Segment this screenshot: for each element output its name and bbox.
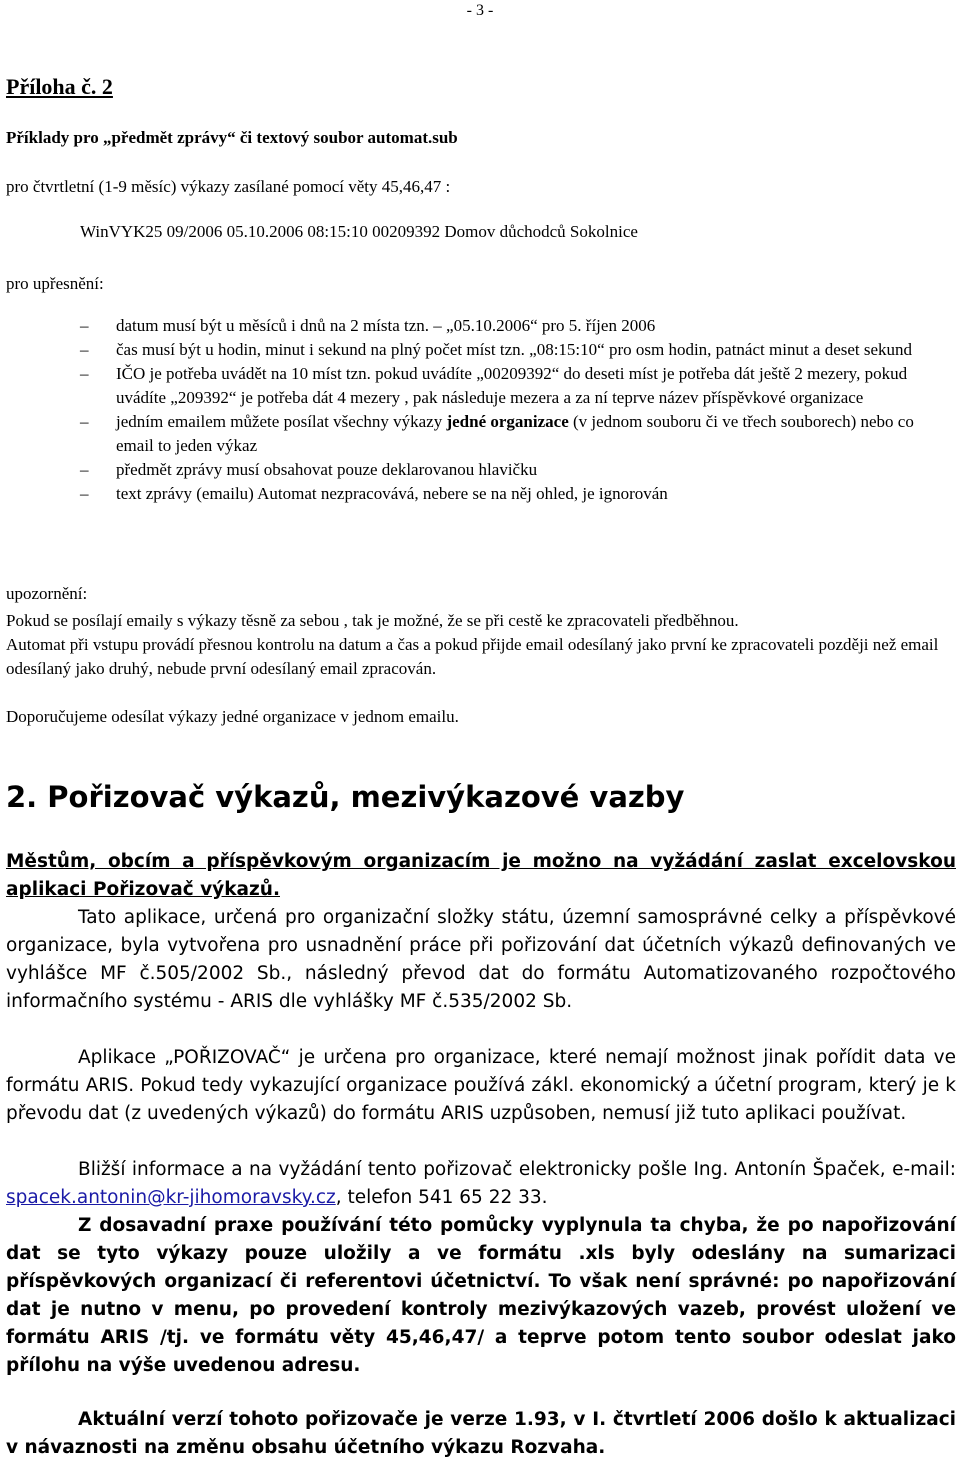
list-item: [80, 338, 950, 362]
section-lead: Městům, obcím a příspěvkovým organizacím je možno na vyžádání zaslat excelovskou aplikaci Pořizovač výkazů.: [6, 851, 956, 900]
section-paragraph-1: Tato aplikace, určená pro organizační složky státu, územní samosprávné celky a příspěvkové organizace, byla vytvořena pro usnadnění práce při pořizování dat účetních výkazů definovaných ve vyhlášce MF č.505/2002 Sb., následný převod dat do formátu Automatizovaného rozpočtového informačního systému - ARIS dle vyhlášky MF č.535/2002 Sb.: [6, 907, 956, 1012]
section-title: 2. Pořizovač výkazů, mezivýkazové vazby: [6, 780, 685, 814]
email-link[interactable]: spacek.antonin@kr-jihomoravsky.cz: [6, 1187, 336, 1208]
list-item-text: text zprávy (emailu) Automat nezpracovává, nebere se na něj ohled, je ignorován: [116, 484, 668, 503]
list-item-text-after: (v jednom souboru či ve třech souborech) nebo co email to jeden výkaz: [116, 412, 914, 455]
dash-bullet-icon: –: [80, 364, 89, 383]
contact-text: Bližší informace a na vyžádání tento pořizovač elektronicky pošle Ing. Antonín Špaček, e-mail:: [78, 1159, 956, 1180]
warning-label: upozornění:: [6, 584, 88, 603]
subtitle: Příklady pro „předmět zprávy“ či textový soubor automat.sub: [6, 128, 458, 147]
list-item-text: čas musí být u hodin, minut i sekund na plný počet míst tzn. „08:15:10“ pro osm hodin, patnáct minut a deset sekund: [116, 340, 913, 359]
list-item-text-bold: jedné organizace: [446, 412, 569, 431]
example-line: WinVYK25 09/2006 05.10.2006 08:15:10 00209392 Domov důchodců Sokolnice: [80, 222, 638, 241]
recommendation: Doporučujeme odesílat výkazy jedné organizace v jednom emailu.: [6, 707, 459, 726]
list-item: [80, 314, 950, 338]
quarterly-label: pro čtvrtletní (1-9 měsíc) výkazy zasílané pomocí věty 45,46,47 :: [6, 177, 451, 196]
dash-bullet-icon: –: [80, 484, 89, 503]
list-item: [80, 482, 950, 506]
section-paragraph-5: Aktuální verzí tohoto pořizovače je verze 1.93, v I. čtvrtletí 2006 došlo k aktualizaci v návaznosti na změnu obsahu účetního výkazu Rozvaha.: [6, 1409, 956, 1458]
list-item-text: předmět zprávy musí obsahovat pouze deklarovanou hlavičku: [116, 460, 538, 479]
dash-bullet-icon: –: [80, 316, 89, 335]
section-paragraph-3: [6, 1156, 956, 1212]
clarification-label: pro upřesnění:: [6, 274, 104, 293]
section-paragraph-4: Z dosavadní praxe používání této pomůcky vyplynula ta chyba, že po napořizování dat se tyto výkazy pouze uložily a ve formátu .xls byly odeslány na sumarizaci příspěvkových organizací či referentovi účetnictví. To však není správné: po napořizování dat je nutno v menu, po provedení kontroly mezivýkazových vazeb, provést uložení ve formátu ARIS /tj. ve formátu věty 45,46,47/ a teprve potom tento soubor odeslat jako přílohu na výše uvedenou adresu.: [6, 1215, 956, 1376]
list-item: [80, 362, 950, 410]
rules-list: [80, 314, 950, 506]
dash-bullet-icon: –: [80, 340, 89, 359]
list-item-text-before: jedním emailem můžete posílat všechny výkazy: [116, 412, 447, 431]
dash-bullet-icon: –: [80, 412, 89, 431]
section-paragraph-2: Aplikace „POŘIZOVAČ“ je určena pro organizace, které nemají možnost jinak pořídit data ve formátu ARIS. Pokud tedy vykazující organizace používá zákl. ekonomický a účetní program, který je k převodu dat (z uvedených výkazů) do formátu ARIS uzpůsoben, nemusí již tuto aplikaci používat.: [6, 1047, 956, 1124]
phone-text: , telefon 541 65 22 33.: [335, 1187, 548, 1208]
list-item: [80, 410, 950, 458]
warning-text-1: Pokud se posílají emaily s výkazy těsně za sebou , tak je možné, že se při cestě ke zpracovateli předběhnou.: [6, 611, 739, 630]
list-item-text: IČO je potřeba uvádět na 10 míst tzn. pokud uvádíte „00209392“ do deseti míst je potřeba dát ještě 2 mezery, pokud uvádíte „209392“ je potřeba dát 4 mezery , pak následuje mezera a za ní teprve název příspěvkové organizace: [116, 364, 908, 407]
warning-text-2: Automat při vstupu provádí přesnou kontrolu na datum a čas a pokud přijde email odesílaný jako první ke zpracovateli později než email odesílaný jako druhý, nebude první odesílaný email zpracován.: [6, 635, 939, 678]
page-number: - 3 -: [466, 2, 494, 19]
list-item: [80, 458, 950, 482]
appendix-title: Příloha č. 2: [6, 74, 113, 99]
list-item-text: datum musí být u měsíců i dnů na 2 místa tzn. – „05.10.2006“ pro 5. říjen 2006: [116, 316, 656, 335]
dash-bullet-icon: –: [80, 460, 89, 479]
